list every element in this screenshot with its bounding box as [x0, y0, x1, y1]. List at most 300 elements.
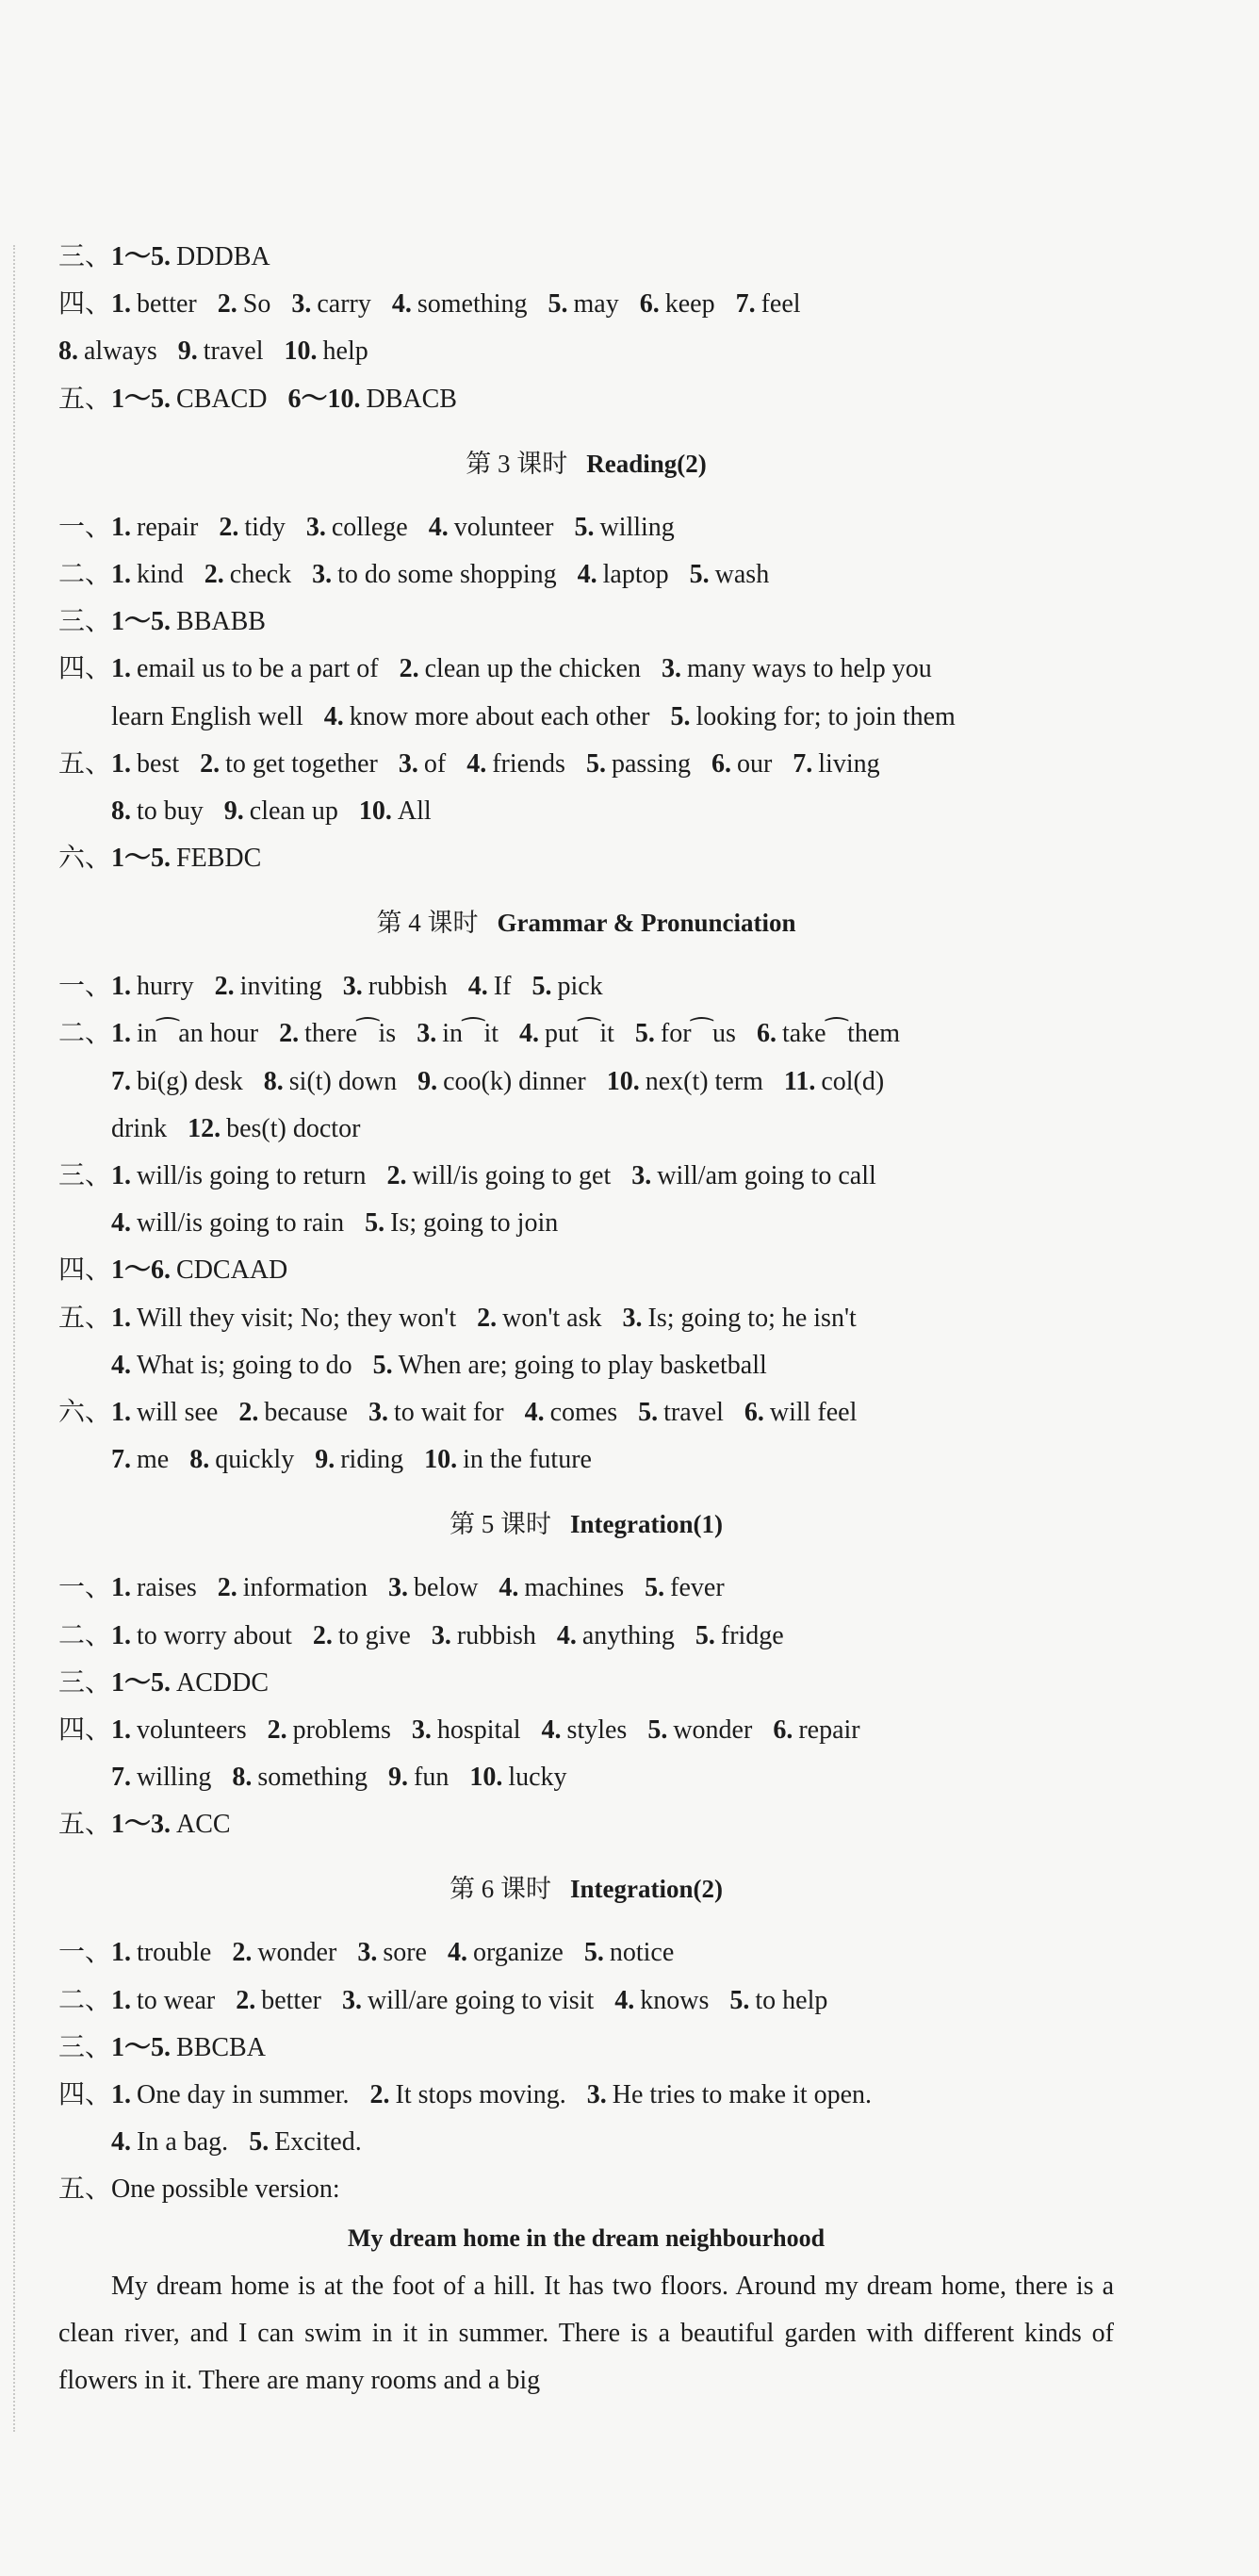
- answer-item: [525, 1389, 618, 1436]
- answer-text: DDDBA: [176, 242, 270, 271]
- question-number: 4.: [323, 701, 344, 731]
- answer-line: [58, 1200, 1114, 1247]
- answer-item: [111, 694, 303, 741]
- question-number: 2.: [217, 289, 237, 320]
- answer-item: [111, 504, 198, 551]
- answer-item: [392, 281, 528, 328]
- section-label: 四、: [58, 1715, 112, 1745]
- question-number: 6.: [756, 1019, 777, 1049]
- question-number: 5.: [585, 748, 606, 779]
- answer-text: In a bag.: [137, 2127, 229, 2158]
- answer-text: keep: [664, 289, 715, 320]
- answer-item: [695, 1613, 784, 1660]
- answer-text: notice: [609, 1938, 675, 1968]
- question-number: 1.: [111, 654, 132, 684]
- answer-item: [111, 2166, 340, 2213]
- answer-item: [111, 1801, 231, 1848]
- question-number: 4.: [111, 1350, 131, 1380]
- question-number: 1～6.: [111, 1255, 172, 1286]
- question-number: 3.: [417, 1019, 437, 1049]
- question-number: 1.: [111, 1938, 132, 1968]
- question-number: 6.: [773, 1715, 793, 1745]
- answer-item: [111, 1247, 287, 1294]
- answer-item: [111, 281, 197, 328]
- question-number: 5.: [531, 972, 552, 1002]
- section-label: 四、: [58, 654, 112, 684]
- question-number: 1.: [111, 512, 132, 542]
- answer-text: wonder: [257, 1938, 337, 1968]
- answer-text: below: [413, 1573, 479, 1603]
- section-label: 五、: [58, 748, 112, 779]
- answer-item: [623, 1295, 857, 1342]
- answer-item: [736, 281, 801, 328]
- answer-text: for⁀us: [660, 1019, 736, 1049]
- answer-text: will see: [137, 1397, 219, 1427]
- answer-text: know more about each other: [349, 701, 650, 731]
- question-number: 5.: [670, 701, 691, 731]
- question-number: 1～5.: [111, 607, 172, 637]
- answer-line: [58, 599, 1114, 646]
- lesson-title: Integration(2): [570, 1875, 723, 1904]
- answer-item: [111, 1342, 352, 1389]
- question-number: 1～3.: [111, 1810, 172, 1840]
- question-number: 2.: [312, 1620, 333, 1650]
- question-number: 3.: [305, 512, 326, 542]
- answer-item: [232, 1929, 336, 1977]
- answer-text: to buy: [137, 796, 204, 826]
- question-number: 2.: [232, 1938, 253, 1968]
- answer-line: [58, 504, 1114, 551]
- answer-text: quickly: [215, 1445, 295, 1475]
- question-number: 9.: [223, 796, 244, 826]
- answer-item: [111, 376, 267, 423]
- answer-text: feel: [760, 289, 801, 320]
- answer-text: Excited.: [274, 2127, 362, 2158]
- answer-text: willing: [137, 1763, 212, 1793]
- answer-item: [574, 504, 674, 551]
- answer-item: [200, 741, 378, 788]
- answer-text: may: [573, 289, 619, 320]
- answer-item: [635, 1010, 736, 1058]
- question-number: 5.: [689, 559, 710, 589]
- section-label: 一、: [58, 972, 112, 1002]
- question-number: 7.: [793, 748, 813, 779]
- answer-item: [291, 281, 371, 328]
- answer-text: volunteer: [453, 512, 554, 542]
- answer-line: [58, 694, 1114, 741]
- answer-text: Is; going to join: [390, 1208, 559, 1239]
- question-number: 2.: [217, 1573, 237, 1603]
- answer-item: [315, 1436, 403, 1484]
- question-number: 8.: [232, 1763, 253, 1793]
- question-number: 9.: [388, 1763, 409, 1793]
- answer-line: [58, 646, 1114, 693]
- question-number: 10.: [424, 1445, 458, 1475]
- section-label: 三、: [58, 607, 112, 637]
- answer-item: [111, 2072, 350, 2119]
- essay-paragraph: My dream home is at the foot of a hill. It has two floors. Around my dream home, there is a clean river, and I can swim in it in summer. There is a beautiful garden with different kinds of flowers in it. There are many rooms and a big: [58, 2271, 1114, 2395]
- question-number: 2.: [399, 654, 419, 684]
- question-number: 10.: [284, 336, 318, 367]
- answer-text: will/is going to return: [137, 1161, 367, 1190]
- answer-line: [58, 1247, 1114, 1294]
- answer-item: [111, 963, 194, 1010]
- answer-text: help: [322, 336, 368, 367]
- section-label: 二、: [58, 1985, 112, 2015]
- answer-line: [58, 741, 1114, 788]
- question-number: 10.: [606, 1066, 640, 1096]
- answer-line: [58, 281, 1114, 328]
- question-number: 4.: [467, 972, 488, 1002]
- answer-text: All: [397, 796, 432, 826]
- answer-item: [312, 551, 557, 599]
- answer-item: [424, 1436, 592, 1484]
- answer-line: [58, 1010, 1114, 1058]
- answer-text: DBACB: [366, 384, 457, 414]
- answer-line: [58, 1565, 1114, 1612]
- question-number: 5.: [634, 1019, 655, 1049]
- answer-text: drink: [111, 1113, 168, 1143]
- question-number: 7.: [111, 1763, 131, 1793]
- answer-item: [671, 694, 956, 741]
- answer-text: si(t) down: [288, 1066, 398, 1096]
- answer-text: col(d): [821, 1066, 885, 1096]
- section-label: 三、: [58, 1161, 112, 1190]
- question-number: 4.: [499, 1573, 519, 1603]
- answer-text: coo(k) dinner: [443, 1066, 586, 1096]
- question-number: 9.: [315, 1445, 335, 1475]
- question-number: 2.: [200, 748, 221, 779]
- answer-item: [729, 1977, 827, 2025]
- answer-item: [400, 646, 641, 693]
- answer-text: bi(g) desk: [137, 1066, 243, 1096]
- answer-line: [58, 2166, 1114, 2213]
- question-number: 3.: [387, 1573, 408, 1603]
- answer-text: He tries to make it open.: [612, 2080, 873, 2109]
- answer-item: [111, 234, 270, 281]
- answer-item: [757, 1010, 900, 1058]
- answer-line: [58, 2072, 1114, 2119]
- answer-text: trouble: [137, 1938, 212, 1968]
- answer-item: [111, 2025, 266, 2072]
- question-number: 5.: [548, 289, 568, 320]
- question-number: 4.: [447, 1938, 467, 1968]
- answer-text: inviting: [239, 972, 322, 1002]
- answer-text: take⁀them: [781, 1019, 901, 1049]
- lesson-title: Integration(1): [570, 1510, 723, 1539]
- answer-text: ACC: [176, 1810, 231, 1840]
- lesson-title: Reading(2): [586, 449, 707, 478]
- answer-item: [417, 1058, 586, 1106]
- answer-item: [357, 1929, 427, 1977]
- question-number: 3.: [586, 2080, 607, 2109]
- answer-text: knows: [640, 1985, 710, 2015]
- answer-text: When are; going to play basketball: [398, 1350, 767, 1380]
- answer-text: One day in summer.: [137, 2080, 350, 2109]
- question-number: 2.: [267, 1715, 287, 1745]
- answer-item: [268, 1707, 391, 1754]
- section-label: 六、: [58, 1397, 112, 1427]
- question-number: 6.: [744, 1397, 764, 1427]
- answer-item: [399, 741, 446, 788]
- answer-text: styles: [566, 1715, 628, 1745]
- answer-text: hurry: [137, 972, 194, 1002]
- question-number: 1.: [111, 1620, 132, 1650]
- section-label: 五、: [58, 384, 112, 414]
- answer-item: [388, 1754, 449, 1801]
- answer-text: FEBDC: [176, 844, 262, 874]
- section-label: 四、: [58, 1255, 112, 1286]
- answer-text: fun: [414, 1763, 450, 1793]
- answer-item: [365, 1200, 558, 1247]
- answer-item: [468, 963, 512, 1010]
- question-number: 3.: [411, 1715, 432, 1745]
- answer-line: [58, 1106, 1114, 1153]
- answer-text: wash: [714, 559, 770, 589]
- answer-item: [111, 1977, 215, 2025]
- answer-text: learn English well: [111, 701, 303, 731]
- question-number: 2.: [219, 512, 239, 542]
- answer-text: ACDDC: [176, 1667, 270, 1698]
- answer-item: [236, 1977, 321, 2025]
- question-number: 3.: [431, 1620, 451, 1650]
- answer-text: better: [137, 289, 197, 320]
- question-number: 5.: [249, 2127, 270, 2158]
- answer-item: [466, 741, 565, 788]
- question-number: 12.: [188, 1113, 221, 1143]
- answer-text: always: [84, 336, 157, 367]
- answer-text: laptop: [602, 559, 669, 589]
- answer-item: [647, 1707, 752, 1754]
- answer-item: [531, 963, 602, 1010]
- question-number: 1～5.: [111, 2032, 172, 2062]
- answer-item: [111, 1295, 456, 1342]
- answer-line: [58, 1707, 1114, 1754]
- answer-item: [111, 2119, 228, 2166]
- section-label: 二、: [58, 1620, 112, 1650]
- question-number: 1.: [111, 1715, 132, 1745]
- answer-text: looking for; to join them: [695, 701, 956, 731]
- answer-item: [111, 1010, 258, 1058]
- answer-item: [249, 2119, 362, 2166]
- answer-item: [215, 963, 322, 1010]
- question-number: 1.: [111, 1573, 132, 1603]
- answer-text: to get together: [225, 748, 378, 779]
- question-number: 4.: [111, 1208, 131, 1239]
- answer-item: [368, 1389, 504, 1436]
- answer-item: [386, 1153, 611, 1200]
- answer-item: [111, 835, 261, 882]
- answer-text: something: [417, 289, 528, 320]
- answer-item: [584, 1929, 674, 1977]
- answer-item: [412, 1707, 521, 1754]
- question-number: 3.: [291, 289, 312, 320]
- answer-item: [218, 1565, 368, 1612]
- answer-text: wonder: [673, 1715, 753, 1745]
- answer-item: [279, 1010, 396, 1058]
- answer-text: What is; going to do: [137, 1350, 352, 1380]
- answer-item: [111, 1929, 211, 1977]
- answer-text: Is; going to; he isn't: [647, 1303, 857, 1333]
- answer-line: [58, 551, 1114, 599]
- question-number: 3.: [622, 1303, 643, 1333]
- question-number: 5.: [729, 1985, 750, 2015]
- answer-item: [557, 1613, 675, 1660]
- answer-item: [58, 328, 157, 375]
- question-number: 2.: [238, 1397, 259, 1427]
- question-number: 3.: [631, 1161, 652, 1190]
- answer-line: [58, 963, 1114, 1010]
- question-number: 3.: [341, 1985, 362, 2015]
- section-label: 五、: [58, 1303, 112, 1333]
- answer-item: [219, 504, 286, 551]
- answer-line: [58, 234, 1114, 281]
- answer-text: fever: [670, 1573, 725, 1603]
- answer-line: [58, 1153, 1114, 1200]
- answer-line: [58, 1436, 1114, 1484]
- answer-text: carry: [317, 289, 371, 320]
- answer-text: clean up: [249, 796, 338, 826]
- answer-line: [58, 1660, 1114, 1707]
- question-number: 3.: [661, 654, 681, 684]
- answer-item: [188, 1106, 360, 1153]
- answer-text: put⁀it: [545, 1019, 614, 1049]
- answer-text: me: [137, 1445, 170, 1475]
- lesson-number: 第 4 课时: [376, 909, 479, 938]
- answer-item: [285, 328, 368, 375]
- answer-item: [542, 1707, 628, 1754]
- question-number: 4.: [428, 512, 449, 542]
- answer-text: many ways to help you: [686, 654, 932, 684]
- answer-line: [58, 1613, 1114, 1660]
- question-number: 5.: [645, 1573, 665, 1603]
- answer-text: better: [261, 1985, 321, 2015]
- question-number: 1.: [111, 559, 132, 589]
- answer-item: [469, 1754, 566, 1801]
- answer-item: [218, 281, 271, 328]
- answer-item: [711, 741, 772, 788]
- answer-text: riding: [340, 1445, 404, 1475]
- answer-item: [111, 741, 179, 788]
- lesson-heading: [58, 1489, 1114, 1559]
- answer-item: [638, 1389, 724, 1436]
- answer-text: to wear: [137, 1985, 216, 2015]
- answer-text: living: [818, 748, 880, 779]
- question-number: 1.: [111, 748, 132, 779]
- answer-text: kind: [137, 559, 184, 589]
- section-label: 二、: [58, 559, 112, 589]
- answer-item: [614, 1977, 709, 2025]
- lesson-title: Grammar & Pronunciation: [497, 909, 796, 938]
- answer-text: in⁀an hour: [137, 1019, 259, 1049]
- answer-text: friends: [492, 748, 565, 779]
- question-number: 3.: [312, 559, 333, 589]
- answer-item: [690, 551, 770, 599]
- answer-item: [111, 599, 266, 646]
- answer-text: So: [242, 289, 271, 320]
- question-number: 11.: [783, 1066, 816, 1096]
- question-number: 4.: [111, 2127, 131, 2158]
- question-number: 8.: [263, 1066, 284, 1096]
- question-number: 4.: [614, 1985, 635, 2015]
- answer-text: travel: [203, 336, 264, 367]
- answer-item: [342, 1977, 594, 2025]
- question-number: 4.: [556, 1620, 577, 1650]
- answer-text: clean up the chicken: [424, 654, 641, 684]
- answer-item: [519, 1010, 614, 1058]
- answer-item: [343, 963, 448, 1010]
- answer-item: [499, 1565, 624, 1612]
- answer-text: pick: [557, 972, 603, 1002]
- question-number: 3.: [357, 1938, 378, 1968]
- question-number: 4.: [519, 1019, 540, 1049]
- answer-item: [264, 1058, 397, 1106]
- answer-item: [111, 1058, 243, 1106]
- answer-text: rubbish: [456, 1620, 536, 1650]
- answer-item: [111, 1106, 167, 1153]
- question-number: 3.: [368, 1397, 388, 1427]
- answer-item: [784, 1058, 884, 1106]
- answer-item: [111, 1707, 247, 1754]
- answer-item: [111, 1660, 269, 1707]
- answer-text: One possible version:: [111, 2174, 340, 2205]
- answer-item: [370, 2072, 566, 2119]
- answer-item: [111, 1436, 169, 1484]
- question-number: 1.: [111, 1303, 132, 1333]
- answer-item: [773, 1707, 859, 1754]
- answer-line: [58, 1929, 1114, 1977]
- answer-text: It stops moving.: [395, 2080, 566, 2109]
- answer-item: [111, 1153, 366, 1200]
- answer-item: [111, 1613, 292, 1660]
- answer-text: won't ask: [502, 1303, 602, 1333]
- answer-item: [417, 1010, 499, 1058]
- answer-item: [111, 1565, 197, 1612]
- question-number: 1.: [111, 1985, 132, 2015]
- answer-text: email us to be a part of: [137, 654, 379, 684]
- answer-text: fridge: [720, 1620, 784, 1650]
- question-number: 5.: [583, 1938, 604, 1968]
- answer-item: [607, 1058, 763, 1106]
- answer-text: information: [242, 1573, 368, 1603]
- answer-line: [58, 376, 1114, 423]
- answer-text: something: [257, 1763, 368, 1793]
- question-number: 5.: [695, 1620, 715, 1650]
- lesson-number: 第 3 课时: [466, 449, 568, 478]
- answer-item: [178, 328, 264, 375]
- answer-line: [58, 1389, 1114, 1436]
- answer-item: [359, 788, 432, 835]
- answer-text: in the future: [463, 1445, 592, 1475]
- answer-item: [631, 1153, 876, 1200]
- question-number: 5.: [638, 1397, 659, 1427]
- answer-line: [58, 328, 1114, 375]
- question-number: 8.: [58, 336, 78, 367]
- answer-text: BBCBA: [176, 2032, 266, 2062]
- question-number: 10.: [358, 796, 392, 826]
- answer-text: CBACD: [176, 384, 268, 414]
- answer-text: college: [331, 512, 408, 542]
- lesson-number: 第 6 课时: [450, 1875, 551, 1904]
- question-number: 6.: [639, 289, 660, 320]
- answer-item: [324, 694, 650, 741]
- answer-item: [111, 646, 379, 693]
- answer-line: [58, 2119, 1114, 2166]
- answer-line: [58, 835, 1114, 882]
- question-number: 1.: [111, 289, 132, 320]
- question-number: 2.: [214, 972, 235, 1002]
- answer-item: [111, 1200, 344, 1247]
